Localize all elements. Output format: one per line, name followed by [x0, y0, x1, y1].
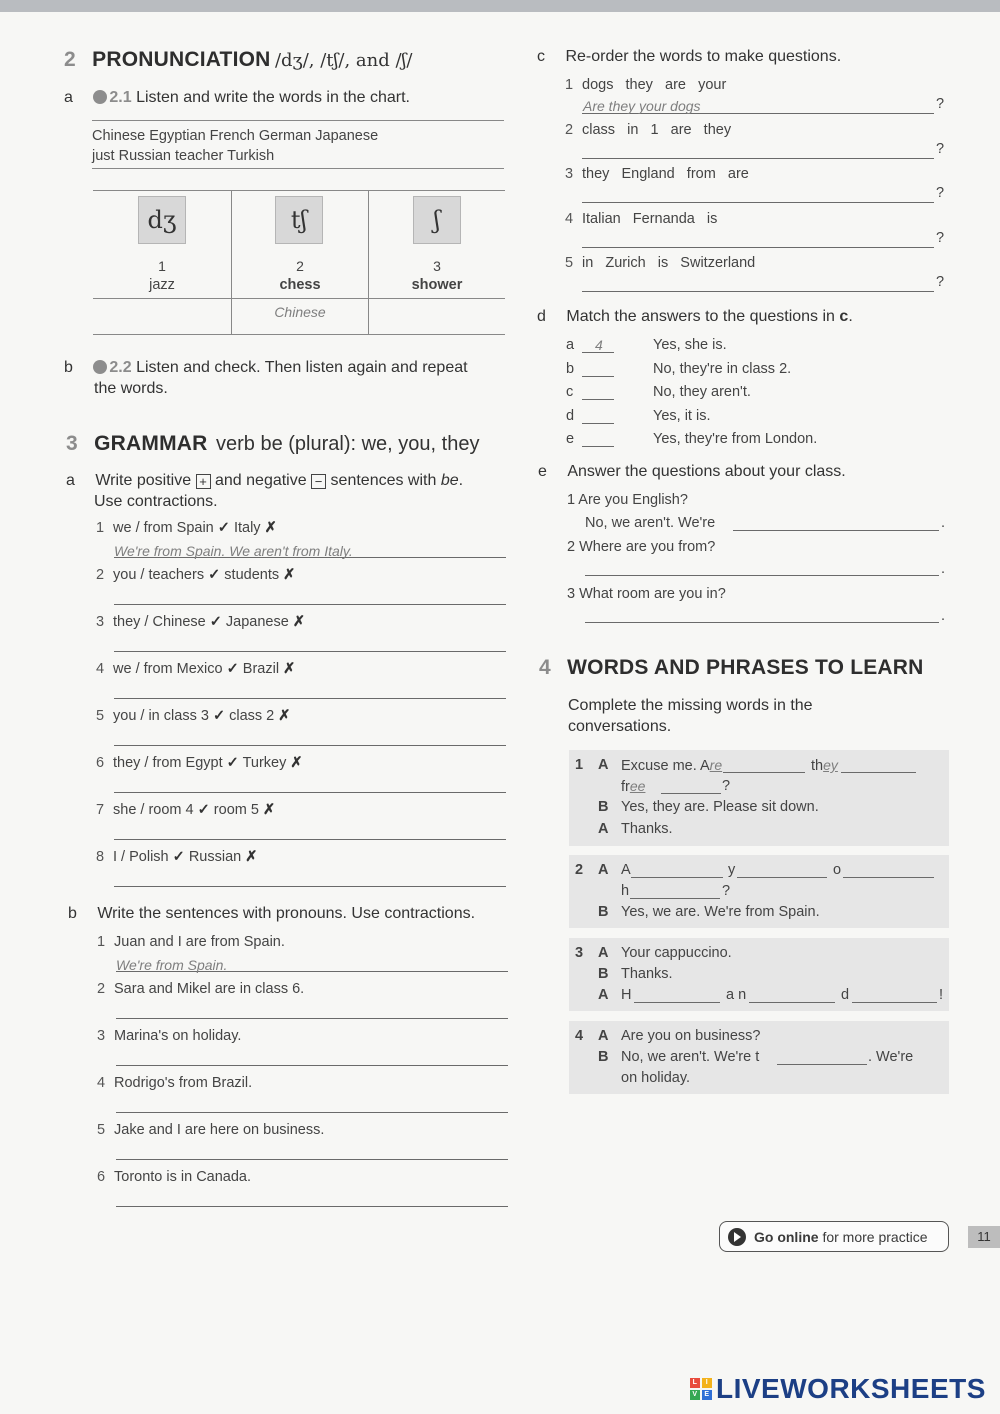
cross-icon: ✗	[290, 755, 303, 771]
pronoun-item	[97, 981, 304, 997]
item-prompt: we / from Mexico	[113, 661, 227, 677]
grammar-item	[96, 567, 295, 583]
item-prompt: room 5	[209, 802, 263, 818]
item-number: 4	[97, 1075, 106, 1091]
grammar-item	[96, 708, 290, 724]
tick-icon: ✓	[197, 802, 210, 818]
item-prompt: class 2	[225, 708, 279, 724]
grammar-item	[96, 849, 257, 865]
answer-line[interactable]	[116, 1159, 508, 1160]
answer-line[interactable]	[114, 792, 506, 793]
conversation-1: 1 A Excuse me. Are they free ? B Yes, they are. Please sit down. A Thanks.	[569, 750, 949, 846]
chart-word-jazz: jazz	[149, 277, 175, 293]
pron-b-instruction: b 2.2 Listen and check. Then listen again and repeat	[64, 359, 468, 376]
cross-icon: ✗	[292, 614, 305, 630]
answer-line[interactable]	[582, 202, 934, 203]
gap-field[interactable]	[843, 877, 934, 878]
pronoun-item	[97, 1169, 251, 1185]
item-prompt: you / teachers	[113, 567, 209, 583]
item-words: Italian Fernanda is	[582, 210, 718, 227]
conversation-4: 4 A Are you on business? B No, we aren't. We're t . We're on holiday.	[569, 1021, 949, 1094]
grammar-heading: 3 GRAMMAR verb be (plural): we, you, they	[66, 432, 480, 455]
item-number: 3	[565, 166, 574, 182]
grammar-item	[96, 802, 275, 818]
answer-line[interactable]	[114, 745, 506, 746]
item-number: 2	[97, 981, 106, 997]
item-number: 4	[565, 210, 574, 227]
pronoun-item	[97, 934, 285, 950]
item-sentence: Jake and I are here on business.	[114, 1122, 325, 1138]
tick-icon: ✓	[212, 708, 226, 724]
cross-icon: ✗	[264, 520, 277, 536]
answer-line[interactable]	[116, 1018, 508, 1019]
match-answer-field[interactable]	[582, 446, 614, 447]
item-sentence: Sara and Mikel are in class 6.	[114, 981, 305, 997]
item-words: class in 1 are they	[582, 121, 732, 138]
answer-line[interactable]	[116, 1065, 508, 1066]
gap-field[interactable]	[841, 772, 916, 773]
word-bank-line-1: Chinese Egyptian French German Japanese	[92, 128, 379, 144]
answer-line[interactable]	[114, 886, 506, 887]
answer-line[interactable]	[582, 247, 934, 248]
item-number: 8	[96, 849, 105, 865]
item-sentence: Marina's on holiday.	[114, 1028, 242, 1044]
answer-line[interactable]	[116, 1112, 508, 1113]
reorder-item	[565, 122, 731, 138]
item-words: dogs they are your	[582, 77, 727, 93]
item-prompt: they / Chinese	[113, 614, 210, 630]
answer-line[interactable]	[114, 839, 506, 840]
chart-example-answer[interactable]: Chinese	[274, 304, 326, 320]
item-number: 5	[565, 255, 574, 271]
chart-word-shower: shower	[411, 277, 463, 293]
answer-instruction: e Answer the questions about your class.	[538, 463, 846, 480]
item-sentence: Toronto is in Canada.	[114, 1169, 252, 1185]
grammar-item	[96, 661, 295, 677]
answer-line[interactable]	[582, 291, 934, 292]
gap-field[interactable]	[661, 793, 721, 794]
jazz-symbol-icon: dʒ	[138, 196, 186, 244]
chart-word-chess: chess	[279, 277, 321, 293]
tick-icon: ✓	[209, 614, 222, 630]
section-number: 2	[64, 48, 76, 71]
example-answer: Are they your dogs	[583, 98, 701, 114]
liveworksheets-logo[interactable]: L I V E LIVEWORKSHEETS	[690, 1373, 986, 1405]
item-prompt: students	[220, 567, 284, 583]
item-sentence: Juan and I are from Spain.	[114, 934, 285, 950]
cross-icon: ✗	[245, 849, 258, 865]
word-bank-line-2: just Russian teacher Turkish	[92, 148, 275, 164]
tick-icon: ✓	[208, 567, 221, 583]
conversation-3: 3 A Your cappuccino. B Thanks. A H a n d !	[569, 938, 949, 1011]
item-words: they England from are	[582, 166, 749, 182]
answer-line[interactable]	[114, 604, 506, 605]
reorder-item	[565, 211, 717, 227]
reorder-item	[565, 77, 726, 93]
play-cursor-icon	[728, 1228, 746, 1246]
match-instruction: d Match the answers to the questions in c.	[537, 308, 853, 325]
item-prompt: Italy	[229, 520, 265, 536]
gap-field[interactable]	[631, 877, 723, 878]
audio-icon[interactable]	[93, 90, 107, 104]
grammar-item	[96, 614, 305, 630]
minus-box-icon: −	[311, 474, 326, 489]
page-number: 11	[968, 1226, 1000, 1248]
item-words: in Zurich is Switzerland	[582, 255, 756, 271]
grammar-a-instruction: a Write positive + and negative − sentences with be.	[66, 472, 464, 489]
question-mark: ?	[936, 185, 945, 201]
answer-field-2[interactable]	[585, 575, 939, 576]
match-answer-field[interactable]	[582, 376, 614, 377]
item-number: 6	[96, 755, 105, 771]
item-number: 6	[97, 1169, 106, 1185]
match-answer-field[interactable]	[582, 399, 614, 400]
grammar-item	[96, 755, 303, 771]
grammar-b-instruction: b Write the sentences with pronouns. Use contractions.	[68, 905, 476, 922]
conversation-2: 2 A A y o h ? B Yes, we are. We're from Spain.	[569, 855, 949, 928]
match-answer-text: Yes, they're from London.	[653, 431, 818, 447]
answer-field-1[interactable]	[733, 530, 939, 531]
gap-field[interactable]	[630, 898, 720, 899]
item-number: 5	[96, 708, 105, 724]
item-sentence: Rodrigo's from Brazil.	[114, 1075, 253, 1091]
example-answer: We're from Spain. We aren't from Italy.	[114, 543, 353, 559]
gap-field[interactable]	[634, 1002, 720, 1003]
gap-field[interactable]	[723, 772, 805, 773]
pronoun-item	[97, 1075, 252, 1091]
match-answer-text: Yes, she is.	[653, 337, 727, 353]
question-mark: ?	[936, 229, 945, 246]
match-letter: c	[566, 384, 574, 400]
item-prompt: she / room 4	[113, 802, 198, 818]
reorder-instruction: c Re-order the words to make questions.	[537, 48, 842, 65]
go-online-button[interactable]: Go online for more practice	[719, 1221, 949, 1252]
item-number: 4	[96, 661, 105, 677]
grammar-item	[96, 520, 277, 536]
tick-icon: ✓	[226, 661, 239, 677]
section-sounds: /dʒ/, /tʃ/, and /ʃ/	[274, 50, 413, 71]
pronunciation-heading	[64, 48, 413, 72]
answer-line[interactable]	[116, 1206, 508, 1207]
answer-line[interactable]	[114, 651, 506, 652]
gap-field[interactable]	[737, 877, 827, 878]
reorder-item	[565, 166, 749, 182]
answer-field-3[interactable]	[585, 622, 939, 623]
pronoun-item	[97, 1028, 241, 1044]
question-mark: ?	[936, 140, 945, 157]
item-number: 2	[565, 121, 574, 138]
item-number: 1	[96, 520, 105, 536]
item-prompt: they / from Egypt	[113, 755, 227, 771]
gap-field[interactable]	[777, 1064, 867, 1065]
logo-icon: L I V E	[690, 1378, 712, 1400]
chess-symbol-icon: tʃ	[275, 196, 323, 244]
divider	[92, 168, 504, 169]
match-answer-field[interactable]	[582, 423, 614, 424]
match-letter: b	[566, 360, 575, 377]
shower-symbol-icon: ʃ	[413, 196, 461, 244]
gap-field[interactable]	[852, 1002, 937, 1003]
item-number: 2	[96, 567, 105, 583]
plus-box-icon: +	[196, 474, 211, 489]
answer-line[interactable]	[114, 698, 506, 699]
question-mark: ?	[936, 96, 945, 112]
reorder-item	[565, 255, 755, 271]
top-edge	[0, 0, 1000, 12]
gap-field[interactable]	[749, 1002, 835, 1003]
match-letter: d	[566, 407, 575, 424]
item-number: 1	[565, 77, 574, 93]
divider	[92, 120, 504, 121]
section-title: PRONUNCIATION	[92, 48, 271, 71]
item-number: 5	[97, 1122, 106, 1138]
cross-icon: ✗	[283, 567, 296, 583]
cross-icon: ✗	[278, 708, 291, 724]
sound-chart: dʒ 1 jazz tʃ 2 chess ʃ 3 shower Chinese	[93, 190, 505, 334]
item-prompt: Brazil	[238, 661, 284, 677]
pronoun-item	[97, 1122, 324, 1138]
item-prompt: you / in class 3	[113, 708, 213, 724]
item-number: 7	[96, 802, 105, 818]
question-mark: ?	[936, 274, 945, 290]
tick-icon: ✓	[172, 849, 185, 865]
match-letter: a	[566, 337, 575, 353]
match-answer-text: Yes, it is.	[653, 407, 711, 424]
item-prompt: I / Polish	[113, 849, 173, 865]
item-prompt: Turkey	[238, 755, 291, 771]
match-letter: e	[566, 431, 575, 447]
item-prompt: we / from Spain	[113, 520, 218, 536]
cross-icon: ✗	[262, 802, 276, 818]
tick-icon: ✓	[226, 755, 239, 771]
answer-line[interactable]	[582, 158, 934, 159]
pron-a-instruction: a 2.1 Listen and write the words in the chart.	[64, 89, 410, 106]
item-number: 1	[97, 934, 106, 950]
words-heading: 4 WORDS AND PHRASES TO LEARN	[539, 656, 924, 679]
example-answer: We're from Spain.	[116, 957, 228, 973]
match-answer-text: No, they're in class 2.	[653, 360, 792, 377]
audio-icon[interactable]	[93, 360, 107, 374]
match-answer-text: No, they aren't.	[653, 384, 751, 400]
item-prompt: Japanese	[221, 614, 293, 630]
example-answer: 4	[595, 337, 603, 353]
item-number: 3	[96, 614, 105, 630]
item-number: 3	[97, 1028, 106, 1044]
cross-icon: ✗	[283, 661, 296, 677]
item-prompt: Russian	[184, 849, 246, 865]
tick-icon: ✓	[217, 520, 230, 536]
